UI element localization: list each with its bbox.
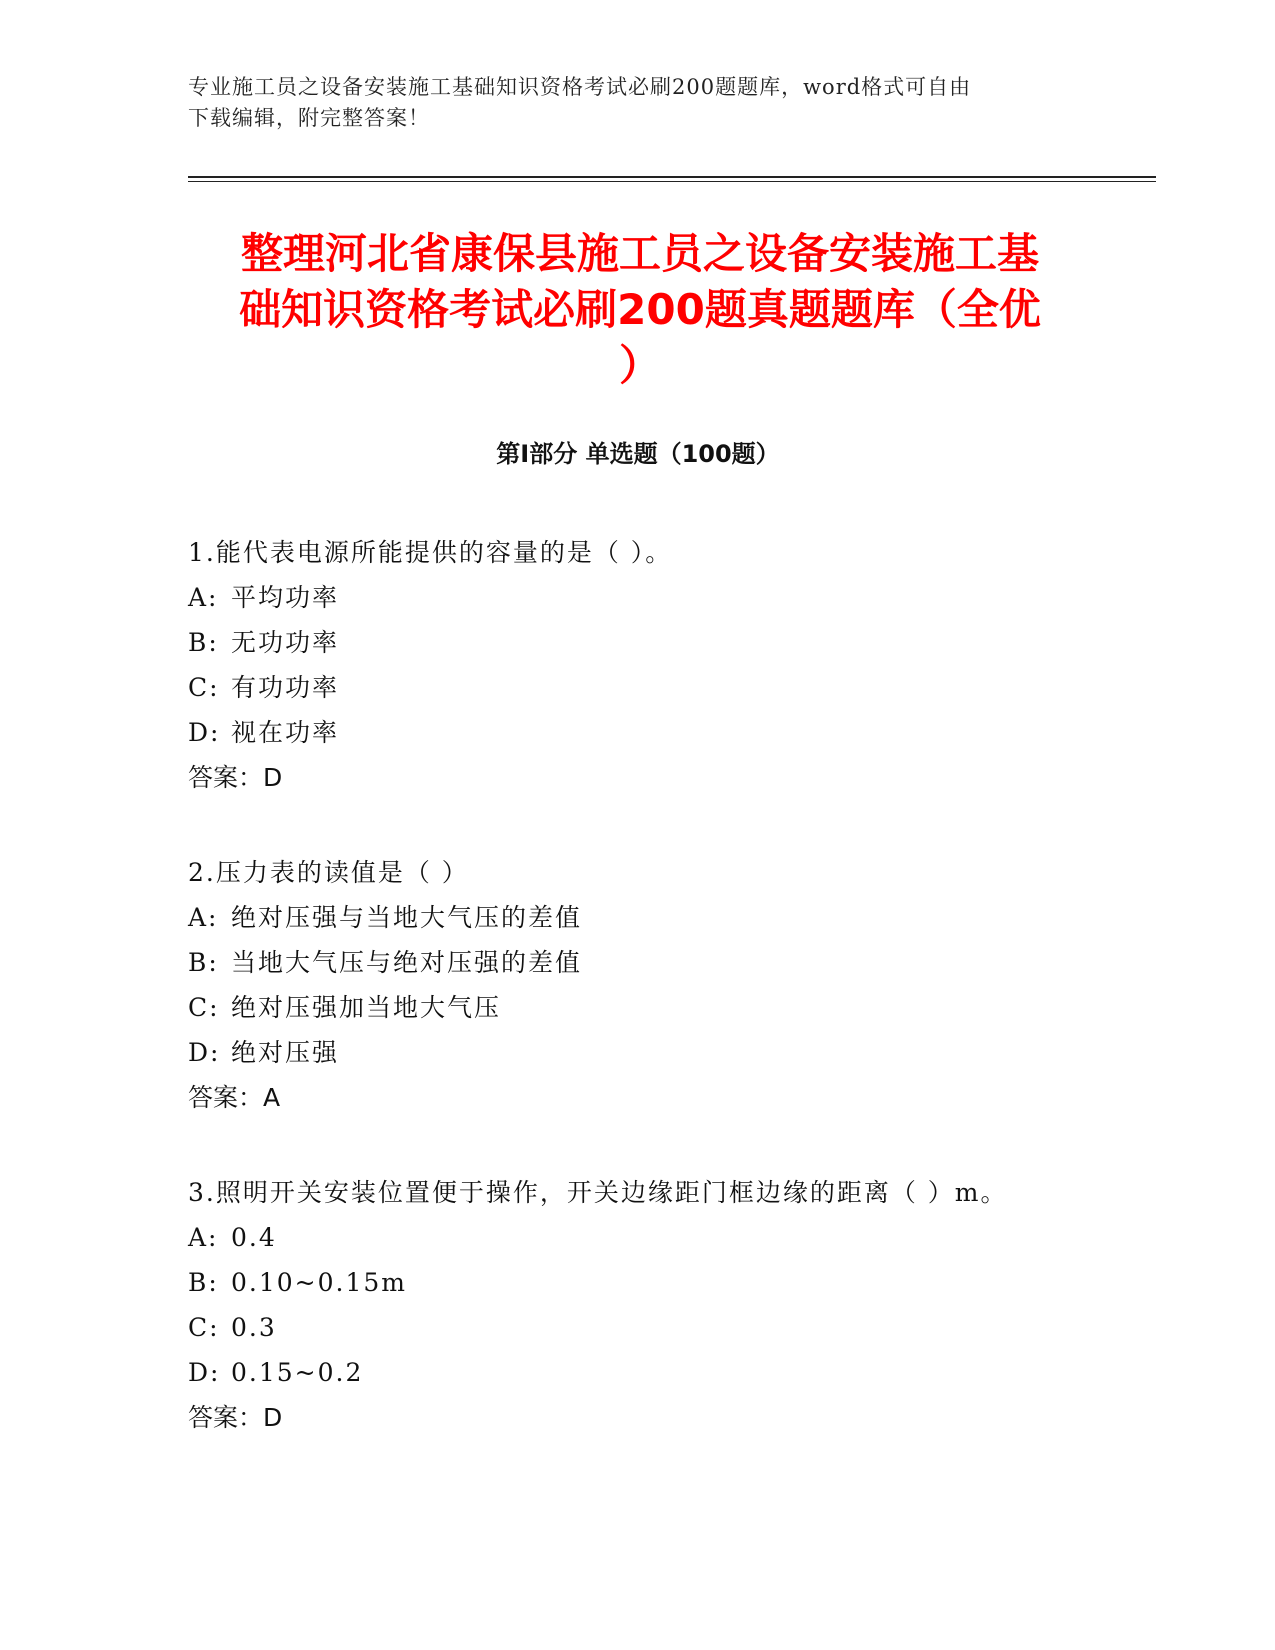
option-letter: D:: [188, 718, 221, 747]
option-b: [188, 620, 1168, 665]
document-title-line-1: 整理河北省康保县施工员之设备安装施工基: [240, 229, 1039, 278]
option-letter: B:: [188, 628, 219, 657]
option-letter: A:: [188, 903, 219, 932]
option-c: [188, 1305, 1168, 1350]
option-letter: C:: [188, 673, 220, 702]
option-letter: A:: [188, 1223, 219, 1252]
document-title: [190, 226, 1090, 394]
option-a: [188, 895, 1168, 940]
option-letter: D:: [188, 1358, 221, 1387]
option-letter: B:: [188, 948, 219, 977]
option-text: 0.3: [231, 1313, 277, 1342]
document-title-line-2: 础知识资格考试必刷200题真题题库（全优: [239, 285, 1041, 334]
option-b: [188, 940, 1168, 985]
option-text: 绝对压强加当地大气压: [231, 993, 502, 1022]
question-stem: 2.压力表的读值是（ ）: [188, 858, 469, 887]
option-d: [188, 1350, 1168, 1395]
option-text: 视在功率: [231, 718, 340, 747]
document-title-line-3: ）: [618, 341, 661, 390]
option-d: [188, 710, 1168, 755]
header-note-line-1: 专业施工员之设备安装施工基础知识资格考试必刷200题题库，word格式可自由: [188, 75, 972, 99]
option-text: 当地大气压与绝对压强的差值: [231, 948, 583, 977]
option-a: [188, 1215, 1168, 1260]
option-letter: B:: [188, 1268, 219, 1297]
option-c: [188, 985, 1168, 1030]
option-text: 0.10~0.15m: [231, 1268, 407, 1297]
option-letter: C:: [188, 993, 220, 1022]
option-text: 绝对压强与当地大气压的差值: [231, 903, 583, 932]
question-stem: 3.照明开关安装位置便于操作，开关边缘距门框边缘的距离（ ）m。: [188, 1178, 1008, 1207]
option-letter: C:: [188, 1313, 220, 1342]
question-3: [188, 1170, 1168, 1441]
option-d: [188, 1030, 1168, 1075]
option-text: 0.4: [231, 1223, 277, 1252]
option-letter: A:: [188, 583, 219, 612]
option-c: [188, 665, 1168, 710]
option-text: 0.15~0.2: [231, 1358, 364, 1387]
option-b: [188, 1260, 1168, 1305]
option-text: 有功功率: [231, 673, 340, 702]
answer-line: 答案：D: [188, 1403, 283, 1432]
answer-line: 答案：A: [188, 1083, 281, 1112]
question-2: [188, 850, 1168, 1121]
option-text: 平均功率: [231, 583, 340, 612]
question-stem: 1.能代表电源所能提供的容量的是（ ）。: [188, 538, 673, 567]
option-text: 无功功率: [231, 628, 340, 657]
section-heading: 第Ⅰ部分 单选题（100题）: [496, 440, 780, 468]
header-divider-thick: [188, 176, 1156, 178]
question-1: [188, 530, 1168, 801]
option-a: [188, 575, 1168, 620]
option-letter: D:: [188, 1038, 221, 1067]
header-note: [188, 72, 1078, 134]
header-divider-thin: [188, 181, 1156, 182]
header-note-line-2: 下载编辑，附完整答案！: [188, 106, 430, 130]
option-text: 绝对压强: [231, 1038, 340, 1067]
answer-line: 答案：D: [188, 763, 283, 792]
